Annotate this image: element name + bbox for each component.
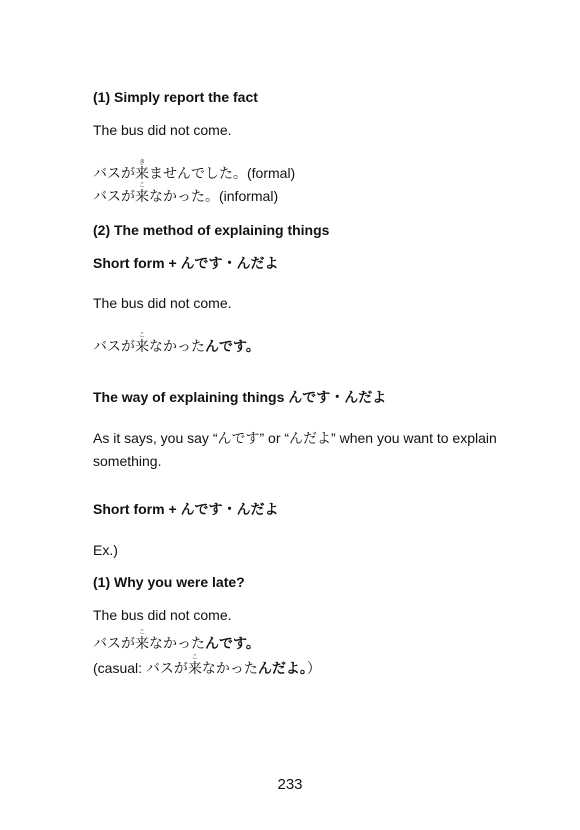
kanji-with-furigana: 来こ bbox=[135, 183, 149, 204]
kanji-with-furigana: 来こ bbox=[187, 655, 202, 676]
page-number: 233 bbox=[277, 776, 303, 793]
section3-paragraph-line2: something. bbox=[93, 453, 162, 469]
section2-example: バスが来こなかったんです。 bbox=[93, 333, 260, 354]
section1-formal-line: バスが来きませんでした。(formal) bbox=[93, 160, 296, 181]
ex-label: Ex.) bbox=[93, 542, 118, 558]
section3-formula: Short form + んです・んだよ bbox=[93, 501, 279, 517]
section2-heading: (2) The method of explaining things bbox=[93, 222, 330, 238]
section3-paragraph-line1: As it says, you say “んです” or “んだよ” when you want to explain bbox=[93, 430, 497, 446]
section3-heading: The way of explaining things んです・んだよ bbox=[93, 389, 387, 405]
section3-example: バスが来こなかったんです。 bbox=[93, 630, 260, 651]
section1-heading: (1) Simply report the fact bbox=[93, 89, 258, 105]
kanji-with-furigana: 来こ bbox=[135, 333, 149, 354]
section2-english: The bus did not come. bbox=[93, 295, 232, 311]
section3-sub-heading: (1) Why you were late? bbox=[93, 574, 245, 590]
kanji-with-furigana: 来き bbox=[135, 160, 149, 181]
section2-formula: Short form + んです・んだよ bbox=[93, 255, 279, 271]
section1-informal-line: バスが来こなかった。(informal) bbox=[93, 183, 279, 204]
kanji-with-furigana: 来こ bbox=[135, 630, 149, 651]
section3-english: The bus did not come. bbox=[93, 607, 232, 623]
section3-casual: (casual: バスが来こなかったんだよ。） bbox=[93, 655, 321, 676]
section1-english: The bus did not come. bbox=[93, 122, 232, 138]
